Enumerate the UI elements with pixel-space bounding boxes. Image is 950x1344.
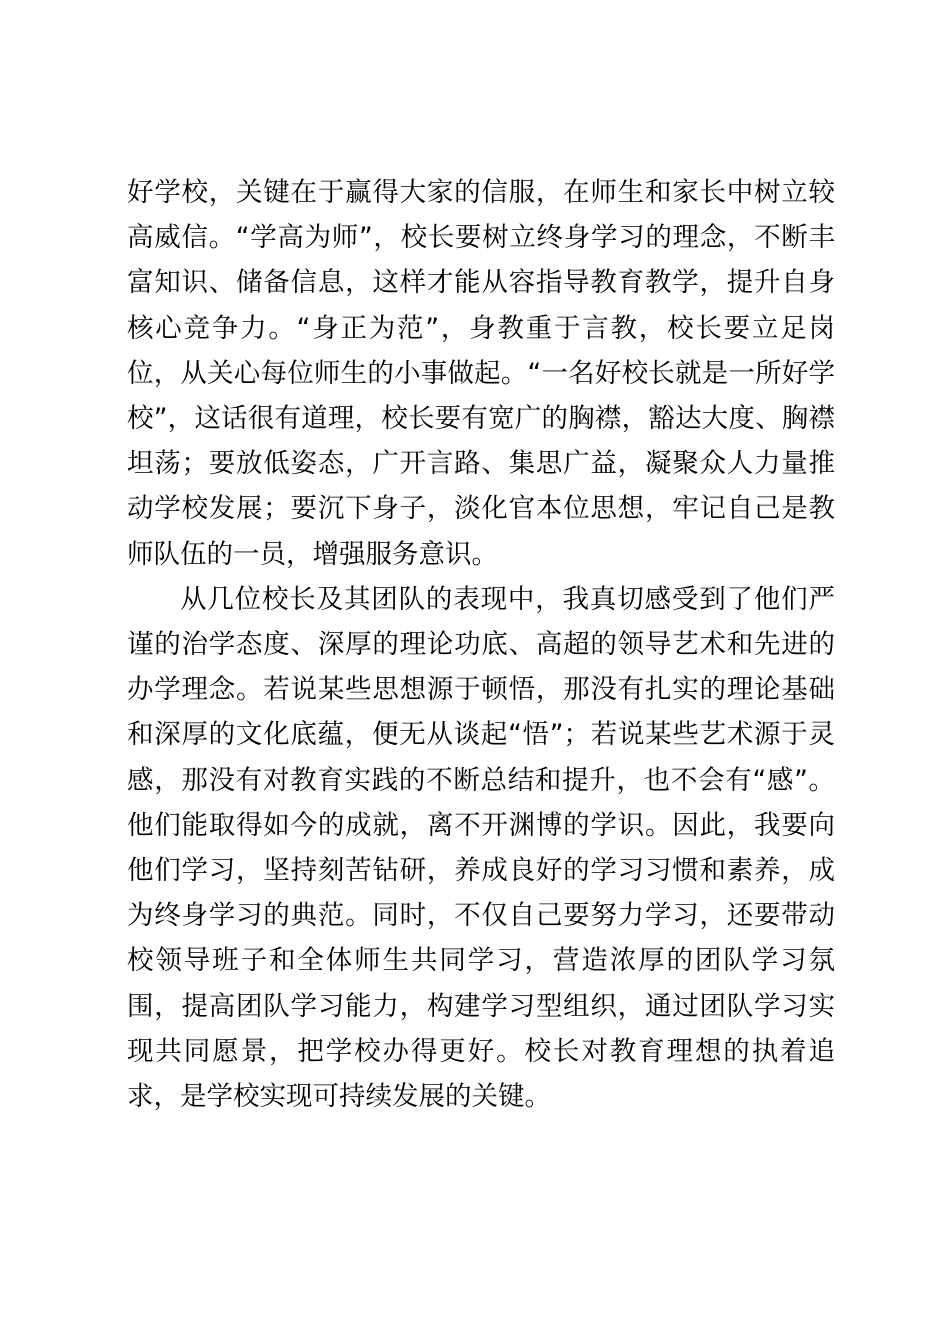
paragraph-1: 好学校，关键在于赢得大家的信服，在师生和家长中树立较高威信。“学高为师”，校长要树立终身学习的理念，不断丰富知识、储备信息，这样才能从容指导教育教学，提升自身核心竞争力。“身正为范”，身教重于言教，校长要立足岗位，从关心每位师生的小事做起。“一名好校长就是一所好学校”，这话很有道理，校长要有宽广的胸襟，豁达大度、胸襟坦荡；要放低姿态，广开言路、集思广益，凝聚众人力量推动学校发展；要沉下身子，淡化官本位思想，牢记自己是教师队伍的一员，增强服务意识。 — [127, 177, 835, 570]
paragraph-2: 从几位校长及其团队的表现中，我真切感受到了他们严谨的治学态度、深厚的理论功底、高超的领导艺术和先进的办学理念。若说某些思想源于顿悟，那没有扎实的理论基础和深厚的文化底蕴，便无从谈起“悟”；若说某些艺术源于灵感，那没有对教育实践的不断总结和提升，也不会有“感”。他们能取得如今的成就，离不开渊博的学识。因此，我要向他们学习，坚持刻苦钻研，养成良好的学习习惯和素养，成为终身学习的典范。同时，不仅自己要努力学习，还要带动校领导班子和全体师生共同学习，营造浓厚的团队学习氛围，提高团队学习能力，构建学习型组织，通过团队学习实现共同愿景，把学校办得更好。校长对教育理想的执着追求，是学校实现可持续发展的关键。 — [127, 583, 835, 1113]
document-body — [127, 170, 835, 1119]
